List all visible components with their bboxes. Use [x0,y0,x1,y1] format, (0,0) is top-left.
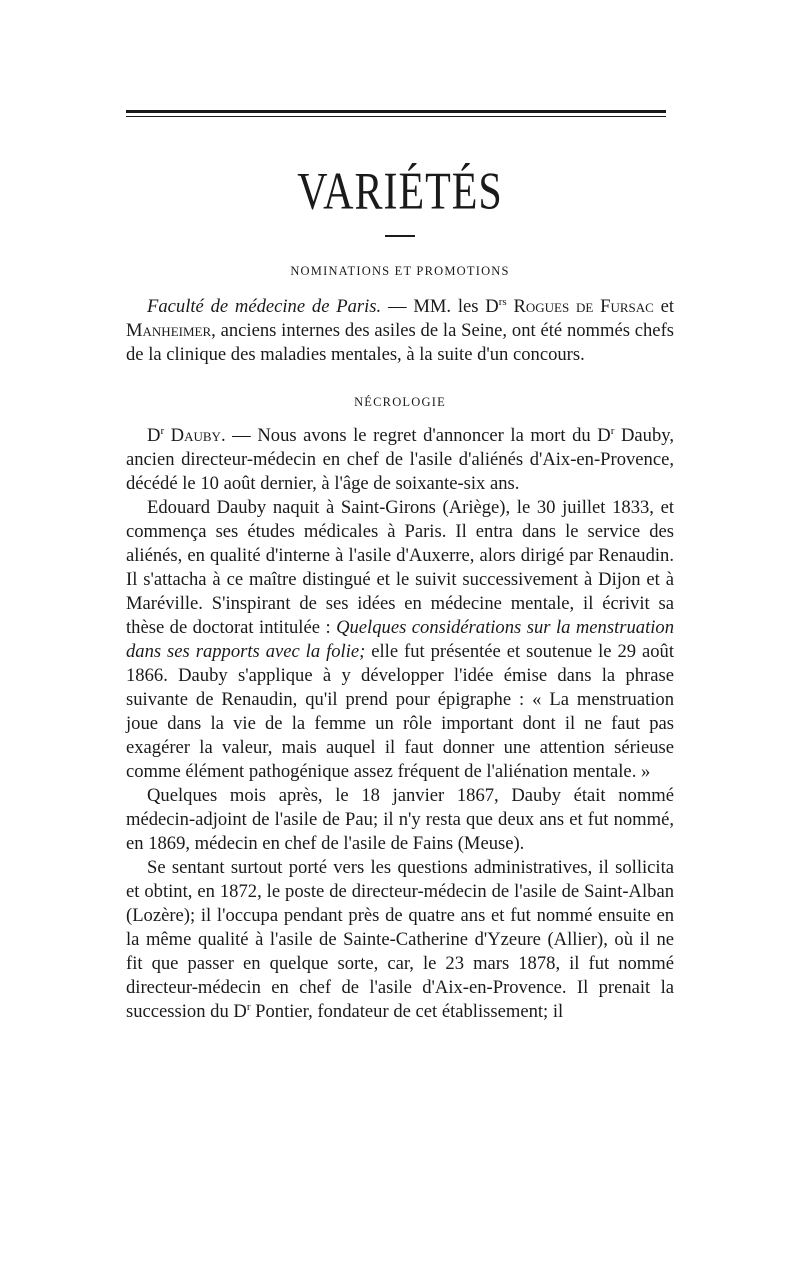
page [126,110,674,1024]
top-double-rule [126,110,666,117]
person-name: Dauby [164,425,221,446]
nominations-paragraph-block [126,295,674,367]
text-span: , anciens internes des asiles de la Seine, ont été nommés chefs de la clinique des maladies mentales, à la suite d'un concours. [126,320,674,365]
section-title-nominations: NOMINATIONS ET PROMOTIONS [290,264,510,278]
necrologie-paragraph-3: Quelques mois après, le 18 janvier 1867, Dauby était nommé médecin-adjoint de l'asile de Pau; il n'y resta que deux ans et fut nommé, en 1869, médecin en chef de l'asile de Fains (Meuse). [126,785,674,854]
person-name: Manheimer [126,320,212,341]
superscript: r [246,1000,251,1013]
text-span: . — Nous avons le regret d'annoncer la mort du D [220,425,611,446]
necrologie-paragraph-2 [126,496,674,784]
text-span: — MM. les D [381,296,499,317]
nominations-paragraph [126,295,674,367]
section-title-necrologie: NÉCROLOGIE [354,395,446,409]
superscript: rs [498,295,507,308]
necrologie-paragraph-1 [126,424,674,496]
text-span: Dauby, ancien directeur-médecin en chef de l'asile d'aliénés d'Aix-en-Provence, décédé le 10 août dernier, à l'âge de soixante-six ans. [126,425,674,494]
text-span: et [653,296,675,317]
thesis-title: Quelques considérations sur la menstruation dans ses rapports avec la folie; [126,617,674,662]
text-span: Pontier, fondateur de cet établissement; il [250,1001,564,1022]
heading-dash [385,235,415,237]
text-span: Se sentant surtout porté vers les questions administratives, il sollicita et obtint, en 1872, le poste de directeur-médecin de l'asile de Saint-Alban (Lozère); il l'occupa pendant près de quatre ans et fut nommé ensuite en la même qualité à l'asile de Sainte-Catherine d'Yzeure (Allier), où il ne fit que passer en quelque sorte, car, le 23 mars 1878, il fut nommé directeur-médecin en chef de l'asile d'Aix-en-Provence. Il prenait la succession du D [126,857,674,1022]
text-span: elle fut présentée et soutenue le 29 août 1866. Dauby s'applique à y développer l'idée émise dans la phrase suivante de Renaudin, qu'il prend pour épigraphe : « La menstruation joue dans la vie de la femme un rôle important dont il ne faut pas exagérer la valeur, mais auquel il faut donner une attention sérieuse comme élément pathogénique assez fréquent de l'aliénation mentale. » [126,641,674,782]
necrologie-paragraph-block [126,424,674,1024]
page-heading: VARIÉTÉS [297,163,503,221]
superscript: r [610,424,615,437]
necrologie-paragraph-4 [126,856,674,1024]
text-span: Edouard Dauby naquit à Saint-Girons (Ariège), le 30 juillet 1833, et commença ses études médicales à Paris. Il entra dans le service des aliénés, en qualité d'interne à l'asile d'Auxerre, alors dirigé par Renaudin. Il s'attacha à ce maître distingué et le suivit successivement à Dijon et à Maréville. S'inspirant de ses idées en médecine mentale, il écrivit sa thèse de doctorat intitulée : [126,497,674,638]
person-name: Rogues de Fursac [506,296,654,317]
text-span: D [147,425,161,446]
faculty-label: Faculté de médecine de Paris. [147,296,382,317]
superscript: r [160,424,165,437]
